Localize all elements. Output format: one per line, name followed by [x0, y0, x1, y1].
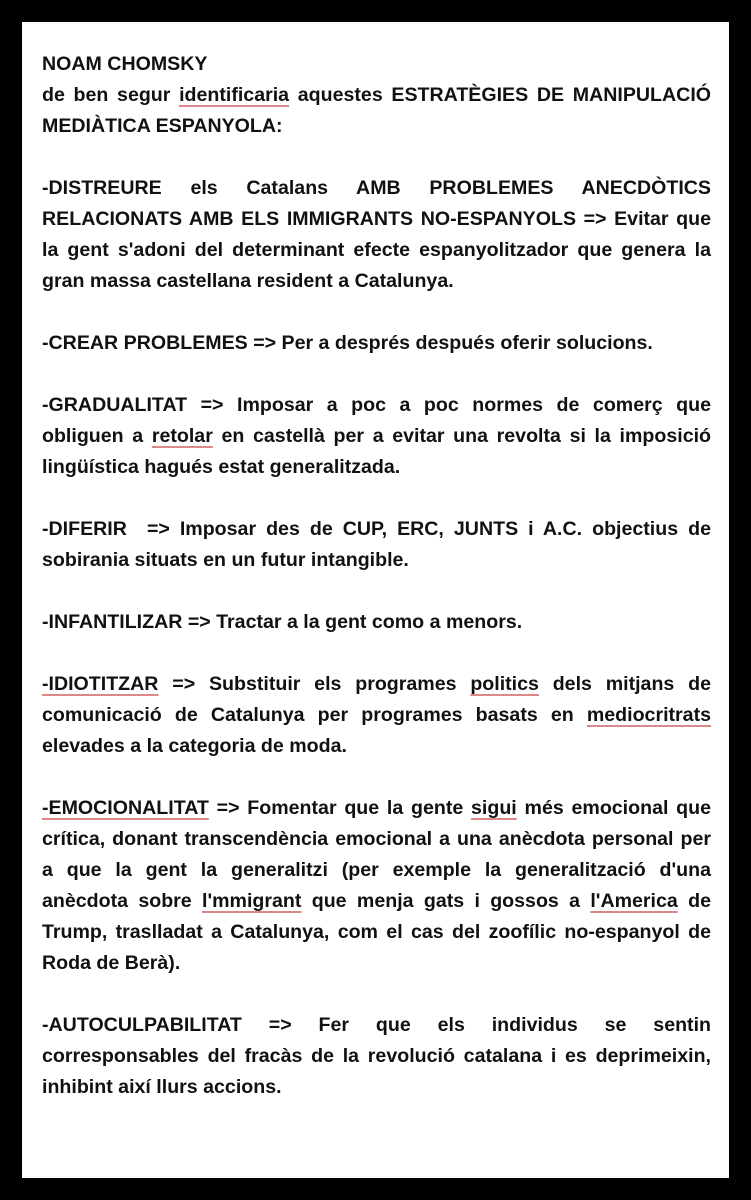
spellcheck-word: politics [470, 673, 539, 695]
item-idiotitzar [42, 669, 711, 762]
item-distreure: -DISTREURE els Catalans AMB PROBLEMES ANECDÒTICS RELACIONATS AMB ELS IMMIGRANTS NO-ESPANYOLS => Evitar que la gent s'adoni del determinant efecte espanyolitzador que genera la gran massa castellana resident a Catalunya. [42, 177, 711, 292]
idiotitzar-text-c: elevades a la categoria de moda. [42, 735, 347, 757]
idiotitzar-text-b: dels mitjans de comunicació de Catalunya per programes basats en [42, 673, 711, 726]
spellcheck-word: -EMOCIONALITAT [42, 797, 209, 819]
intro-text-b: aquestes ESTRATÈGIES DE MANIPULACIÓ MEDIÀTICA ESPANYOLA: [42, 84, 712, 137]
spellcheck-word: sigui [471, 797, 517, 819]
spellcheck-word: retolar [151, 425, 213, 447]
spellcheck-word: -IDIOTITZAR [42, 673, 159, 695]
emocionalitat-text-a: => Fomentar que la gente [216, 797, 464, 819]
emocionalitat-text-d: de Trump, traslladat a Catalunya, com el cas del zoofílic no-espanyol de Roda de Berà). [42, 890, 711, 974]
document-text [42, 49, 717, 1103]
emocionalitat-text-b: més emocional que crítica, donant transcendència emocional a una anècdota personal per a que la gent la generalitzi (per exemple la generalització d'una anècdota sobre [42, 797, 711, 912]
item-diferir: -DIFERIR => Imposar des de CUP, ERC, JUNTS i A.C. objectius de sobirania situats en un futur intangible. [42, 518, 717, 571]
spellcheck-word: mediocritrats [586, 704, 711, 726]
item-crear-problemes: -CREAR PROBLEMES => Per a després después oferir solucions. [42, 332, 653, 354]
idiotitzar-text-a: => Substituir els programes [172, 673, 457, 695]
item-autoculpabilitat: -AUTOCULPABILITAT => Fer que els individus se sentin corresponsables del fracàs de la revolució catalana i es deprimeixin, inhibint així llurs accions. [42, 1014, 711, 1098]
intro-text-a: de ben segur [42, 84, 171, 106]
intro-paragraph [42, 49, 711, 142]
emocionalitat-text-c: que menja gats i gossos a [311, 890, 581, 912]
item-infantilizar: -INFANTILIZAR => Tractar a la gent como a menors. [42, 611, 523, 633]
gradualitat-text-b: en castellà per a evitar una revolta si la imposició lingüística hagués estat generalitzada. [42, 425, 712, 478]
spellcheck-word: l'America [590, 890, 678, 912]
document-page [22, 22, 729, 1178]
gradualitat-text-a: -GRADUALITAT => Imposar a poc a poc normes de comerç que obliguen a [42, 394, 711, 447]
item-emocionalitat [42, 793, 711, 979]
item-gradualitat [42, 390, 711, 483]
author-heading: NOAM CHOMSKY [42, 53, 208, 75]
spellcheck-word: identificaria [179, 84, 290, 106]
spellcheck-word: l'mmigrant [202, 890, 302, 912]
